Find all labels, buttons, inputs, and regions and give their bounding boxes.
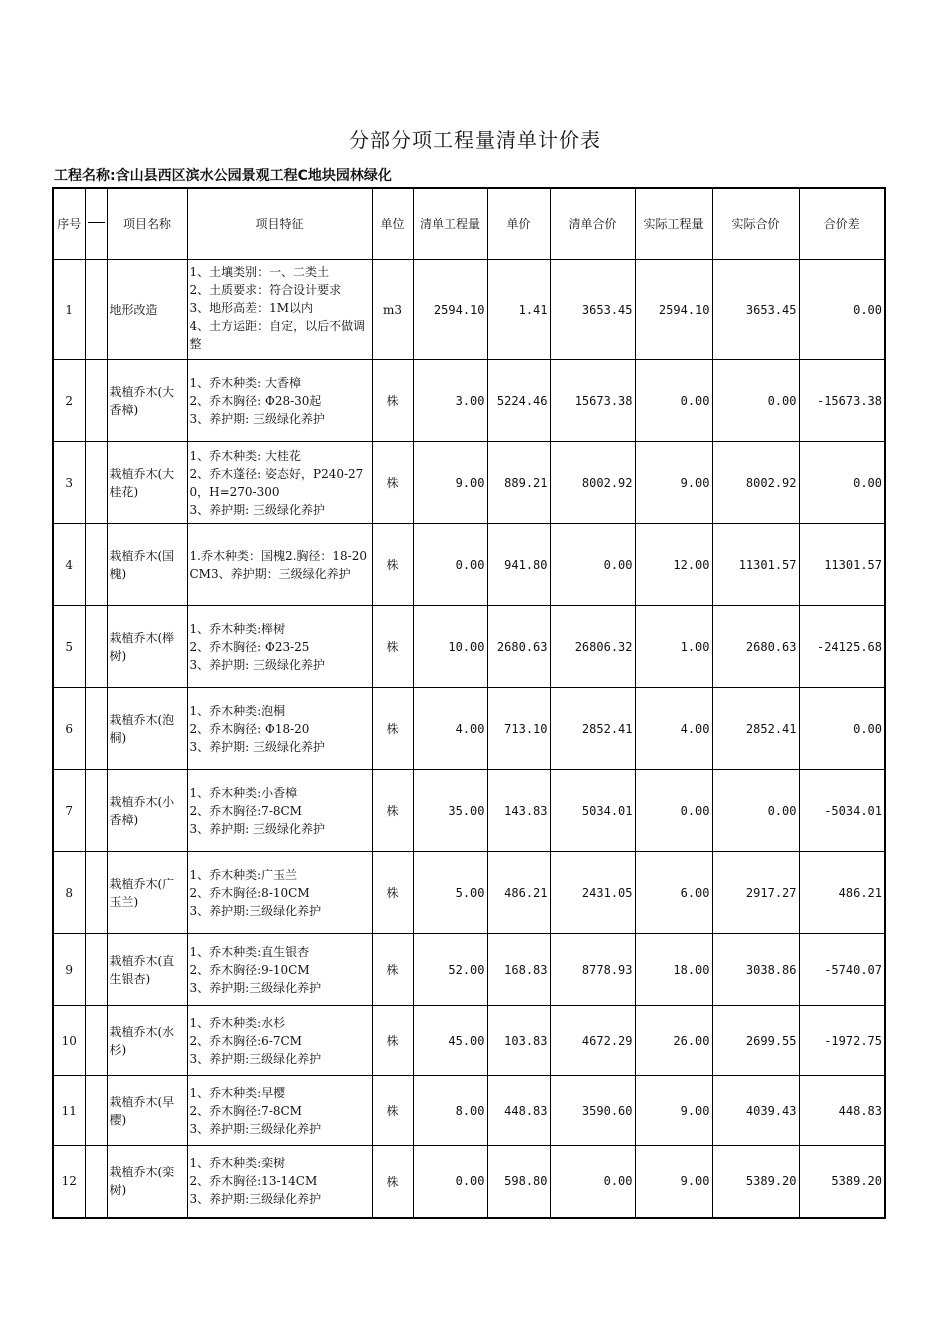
row-actual-total: 0.00 bbox=[712, 360, 799, 442]
row-seq: 4 bbox=[53, 524, 85, 606]
row-unit: 株 bbox=[372, 688, 413, 770]
row-list-qty: 35.00 bbox=[413, 770, 487, 852]
row-actual-total: 2699.55 bbox=[712, 1006, 799, 1076]
row-blank bbox=[85, 360, 107, 442]
row-actual-qty: 2594.10 bbox=[635, 260, 712, 360]
row-unit-price: 941.80 bbox=[487, 524, 550, 606]
row-feature bbox=[187, 770, 372, 852]
row-list-qty: 0.00 bbox=[413, 1146, 487, 1218]
row-unit-price: 1.41 bbox=[487, 260, 550, 360]
row-list-qty: 2594.10 bbox=[413, 260, 487, 360]
row-list-total: 3590.60 bbox=[550, 1076, 635, 1146]
row-actual-total: 3038.86 bbox=[712, 934, 799, 1006]
row-unit: 株 bbox=[372, 934, 413, 1006]
row-unit-price: 5224.46 bbox=[487, 360, 550, 442]
row-diff: 0.00 bbox=[799, 260, 885, 360]
row-list-total: 0.00 bbox=[550, 1146, 635, 1218]
row-actual-qty: 9.00 bbox=[635, 1076, 712, 1146]
row-blank bbox=[85, 770, 107, 852]
row-seq: 9 bbox=[53, 934, 85, 1006]
feature-text: 1、土壤类别：一、二类土 2、土质要求：符合设计要求 3、地形高差：1M以内 4、土方运距：自定，以后不做调整 bbox=[189, 264, 366, 351]
row-diff: 448.83 bbox=[799, 1076, 885, 1146]
row-list-total: 26806.32 bbox=[550, 606, 635, 688]
header-name: 项目名称 bbox=[107, 188, 187, 260]
row-actual-qty: 1.00 bbox=[635, 606, 712, 688]
table-row bbox=[53, 360, 885, 442]
row-blank bbox=[85, 1006, 107, 1076]
row-actual-qty: 26.00 bbox=[635, 1006, 712, 1076]
row-blank bbox=[85, 260, 107, 360]
row-name: 栽植乔木(小香樟) bbox=[107, 770, 187, 852]
row-list-total: 0.00 bbox=[550, 524, 635, 606]
row-name: 栽植乔木(大香樟) bbox=[107, 360, 187, 442]
header-diff: 合价差 bbox=[799, 188, 885, 260]
row-feature bbox=[187, 1006, 372, 1076]
row-seq: 2 bbox=[53, 360, 85, 442]
row-seq: 6 bbox=[53, 688, 85, 770]
table-row bbox=[53, 688, 885, 770]
row-list-total: 2431.05 bbox=[550, 852, 635, 934]
feature-text: 1、乔木种类:栾树 2、乔木胸径:13-14CM 3、养护期:三级绿化养护 bbox=[189, 1156, 322, 1207]
row-unit-price: 143.83 bbox=[487, 770, 550, 852]
row-actual-qty: 6.00 bbox=[635, 852, 712, 934]
row-actual-total: 2917.27 bbox=[712, 852, 799, 934]
table-row bbox=[53, 1006, 885, 1076]
row-actual-total: 11301.57 bbox=[712, 524, 799, 606]
table-row bbox=[53, 770, 885, 852]
row-unit: 株 bbox=[372, 1146, 413, 1218]
row-list-qty: 10.00 bbox=[413, 606, 487, 688]
row-actual-qty: 0.00 bbox=[635, 770, 712, 852]
feature-text: 1、乔木种类:广玉兰 2、乔木胸径:8-10CM 3、养护期:三级绿化养护 bbox=[189, 867, 322, 918]
project-name: 工程名称:含山县西区滨水公园景观工程C地块园林绿化 bbox=[54, 168, 392, 184]
row-actual-total: 5389.20 bbox=[712, 1146, 799, 1218]
row-unit-price: 168.83 bbox=[487, 934, 550, 1006]
row-seq: 8 bbox=[53, 852, 85, 934]
row-unit: 株 bbox=[372, 442, 413, 524]
feature-text: 1、乔木种类: 大香樟 2、乔木胸径: Φ28-30起 3、养护期: 三级绿化养护 bbox=[189, 375, 325, 426]
row-feature bbox=[187, 1146, 372, 1218]
header-seq: 序号 bbox=[53, 188, 85, 260]
row-name: 地形改造 bbox=[107, 260, 187, 360]
pricing-table bbox=[52, 187, 886, 1219]
row-list-total: 8778.93 bbox=[550, 934, 635, 1006]
header-unit: 单位 bbox=[372, 188, 413, 260]
row-unit: 株 bbox=[372, 606, 413, 688]
row-unit: 株 bbox=[372, 770, 413, 852]
row-seq: 12 bbox=[53, 1146, 85, 1218]
row-feature bbox=[187, 934, 372, 1006]
row-feature bbox=[187, 360, 372, 442]
header-actual-total: 实际合价 bbox=[712, 188, 799, 260]
row-seq: 11 bbox=[53, 1076, 85, 1146]
row-feature bbox=[187, 442, 372, 524]
row-list-qty: 45.00 bbox=[413, 1006, 487, 1076]
row-diff: -15673.38 bbox=[799, 360, 885, 442]
row-unit-price: 598.80 bbox=[487, 1146, 550, 1218]
row-name: 栽植乔木(早樱) bbox=[107, 1076, 187, 1146]
row-list-total: 3653.45 bbox=[550, 260, 635, 360]
row-blank bbox=[85, 688, 107, 770]
row-actual-total: 2680.63 bbox=[712, 606, 799, 688]
row-list-qty: 4.00 bbox=[413, 688, 487, 770]
row-diff: 0.00 bbox=[799, 442, 885, 524]
row-diff: -24125.68 bbox=[799, 606, 885, 688]
row-blank bbox=[85, 1146, 107, 1218]
row-diff: 11301.57 bbox=[799, 524, 885, 606]
row-blank bbox=[85, 1076, 107, 1146]
row-unit: 株 bbox=[372, 524, 413, 606]
row-list-total: 5034.01 bbox=[550, 770, 635, 852]
row-actual-qty: 12.00 bbox=[635, 524, 712, 606]
row-unit: 株 bbox=[372, 360, 413, 442]
header-blank bbox=[85, 188, 107, 260]
row-list-total: 4672.29 bbox=[550, 1006, 635, 1076]
table-row bbox=[53, 1146, 885, 1218]
row-name: 栽植乔木(榉树) bbox=[107, 606, 187, 688]
row-actual-qty: 18.00 bbox=[635, 934, 712, 1006]
feature-text: 1、乔木种类:早樱 2、乔木胸径:7-8CM 3、养护期:三级绿化养护 bbox=[189, 1085, 322, 1136]
row-feature bbox=[187, 1076, 372, 1146]
row-list-qty: 5.00 bbox=[413, 852, 487, 934]
header-list-total: 清单合价 bbox=[550, 188, 635, 260]
feature-text: 1.乔木种类：国槐2.胸径：18-20CM3、养护期：三级绿化养护 bbox=[189, 548, 367, 581]
row-unit-price: 889.21 bbox=[487, 442, 550, 524]
row-seq: 3 bbox=[53, 442, 85, 524]
row-list-total: 15673.38 bbox=[550, 360, 635, 442]
row-unit: m3 bbox=[372, 260, 413, 360]
row-blank bbox=[85, 606, 107, 688]
table-row bbox=[53, 852, 885, 934]
header-feature: 项目特征 bbox=[187, 188, 372, 260]
row-actual-total: 3653.45 bbox=[712, 260, 799, 360]
table-row bbox=[53, 442, 885, 524]
row-diff: 0.00 bbox=[799, 688, 885, 770]
row-diff: 5389.20 bbox=[799, 1146, 885, 1218]
row-list-qty: 52.00 bbox=[413, 934, 487, 1006]
row-unit: 株 bbox=[372, 852, 413, 934]
row-diff: -1972.75 bbox=[799, 1006, 885, 1076]
feature-text: 1、乔木种类: 大桂花 2、乔木蓬径: 姿态好，P240-270，H=270-300 3、养护期: 三级绿化养护 bbox=[189, 448, 364, 517]
row-name: 栽植乔木(国槐) bbox=[107, 524, 187, 606]
row-feature bbox=[187, 524, 372, 606]
row-name: 栽植乔木(水杉) bbox=[107, 1006, 187, 1076]
feature-text: 1、乔木种类:小香樟 2、乔木胸径:7-8CM 3、养护期: 三级绿化养护 bbox=[189, 785, 325, 836]
row-list-total: 8002.92 bbox=[550, 442, 635, 524]
row-diff: -5740.07 bbox=[799, 934, 885, 1006]
row-feature bbox=[187, 688, 372, 770]
row-unit-price: 448.83 bbox=[487, 1076, 550, 1146]
row-actual-qty: 9.00 bbox=[635, 1146, 712, 1218]
row-diff: 486.21 bbox=[799, 852, 885, 934]
page-title: 分部分项工程量清单计价表 bbox=[349, 128, 601, 152]
feature-text: 1、乔木种类:泡桐 2、乔木胸径: Φ18-20 3、养护期: 三级绿化养护 bbox=[189, 703, 325, 754]
row-seq: 5 bbox=[53, 606, 85, 688]
row-unit: 株 bbox=[372, 1006, 413, 1076]
row-name: 栽植乔木(栾树) bbox=[107, 1146, 187, 1218]
row-diff: -5034.01 bbox=[799, 770, 885, 852]
header-unit-price: 单价 bbox=[487, 188, 550, 260]
row-actual-total: 0.00 bbox=[712, 770, 799, 852]
row-blank bbox=[85, 934, 107, 1006]
row-actual-qty: 4.00 bbox=[635, 688, 712, 770]
row-name: 栽植乔木(直生银杏) bbox=[107, 934, 187, 1006]
row-unit-price: 103.83 bbox=[487, 1006, 550, 1076]
row-feature bbox=[187, 852, 372, 934]
table-row bbox=[53, 260, 885, 360]
feature-text: 1、乔木种类:直生银杏 2、乔木胸径:9-10CM 3、养护期:三级绿化养护 bbox=[189, 944, 322, 995]
row-feature bbox=[187, 260, 372, 360]
row-name: 栽植乔木(大桂花) bbox=[107, 442, 187, 524]
feature-text: 1、乔木种类:榉树 2、乔木胸径: Φ23-25 3、养护期: 三级绿化养护 bbox=[189, 621, 325, 672]
row-actual-qty: 9.00 bbox=[635, 442, 712, 524]
row-unit-price: 486.21 bbox=[487, 852, 550, 934]
row-seq: 1 bbox=[53, 260, 85, 360]
row-actual-total: 8002.92 bbox=[712, 442, 799, 524]
row-list-total: 2852.41 bbox=[550, 688, 635, 770]
table-row bbox=[53, 606, 885, 688]
row-blank bbox=[85, 852, 107, 934]
row-feature bbox=[187, 606, 372, 688]
table-row bbox=[53, 1076, 885, 1146]
row-blank bbox=[85, 442, 107, 524]
row-actual-qty: 0.00 bbox=[635, 360, 712, 442]
row-unit: 株 bbox=[372, 1076, 413, 1146]
row-seq: 7 bbox=[53, 770, 85, 852]
row-list-qty: 0.00 bbox=[413, 524, 487, 606]
header-row bbox=[53, 188, 885, 260]
row-list-qty: 8.00 bbox=[413, 1076, 487, 1146]
row-seq: 10 bbox=[53, 1006, 85, 1076]
row-actual-total: 4039.43 bbox=[712, 1076, 799, 1146]
row-list-qty: 3.00 bbox=[413, 360, 487, 442]
row-unit-price: 2680.63 bbox=[487, 606, 550, 688]
row-list-qty: 9.00 bbox=[413, 442, 487, 524]
row-name: 栽植乔木(广玉兰) bbox=[107, 852, 187, 934]
row-name: 栽植乔木(泡桐) bbox=[107, 688, 187, 770]
row-blank bbox=[85, 524, 107, 606]
feature-text: 1、乔木种类:水杉 2、乔木胸径:6-7CM 3、养护期:三级绿化养护 bbox=[189, 1015, 322, 1066]
table-row bbox=[53, 934, 885, 1006]
row-actual-total: 2852.41 bbox=[712, 688, 799, 770]
row-unit-price: 713.10 bbox=[487, 688, 550, 770]
header-list-qty: 清单工程量 bbox=[413, 188, 487, 260]
header-actual-qty: 实际工程量 bbox=[635, 188, 712, 260]
table-row bbox=[53, 524, 885, 606]
